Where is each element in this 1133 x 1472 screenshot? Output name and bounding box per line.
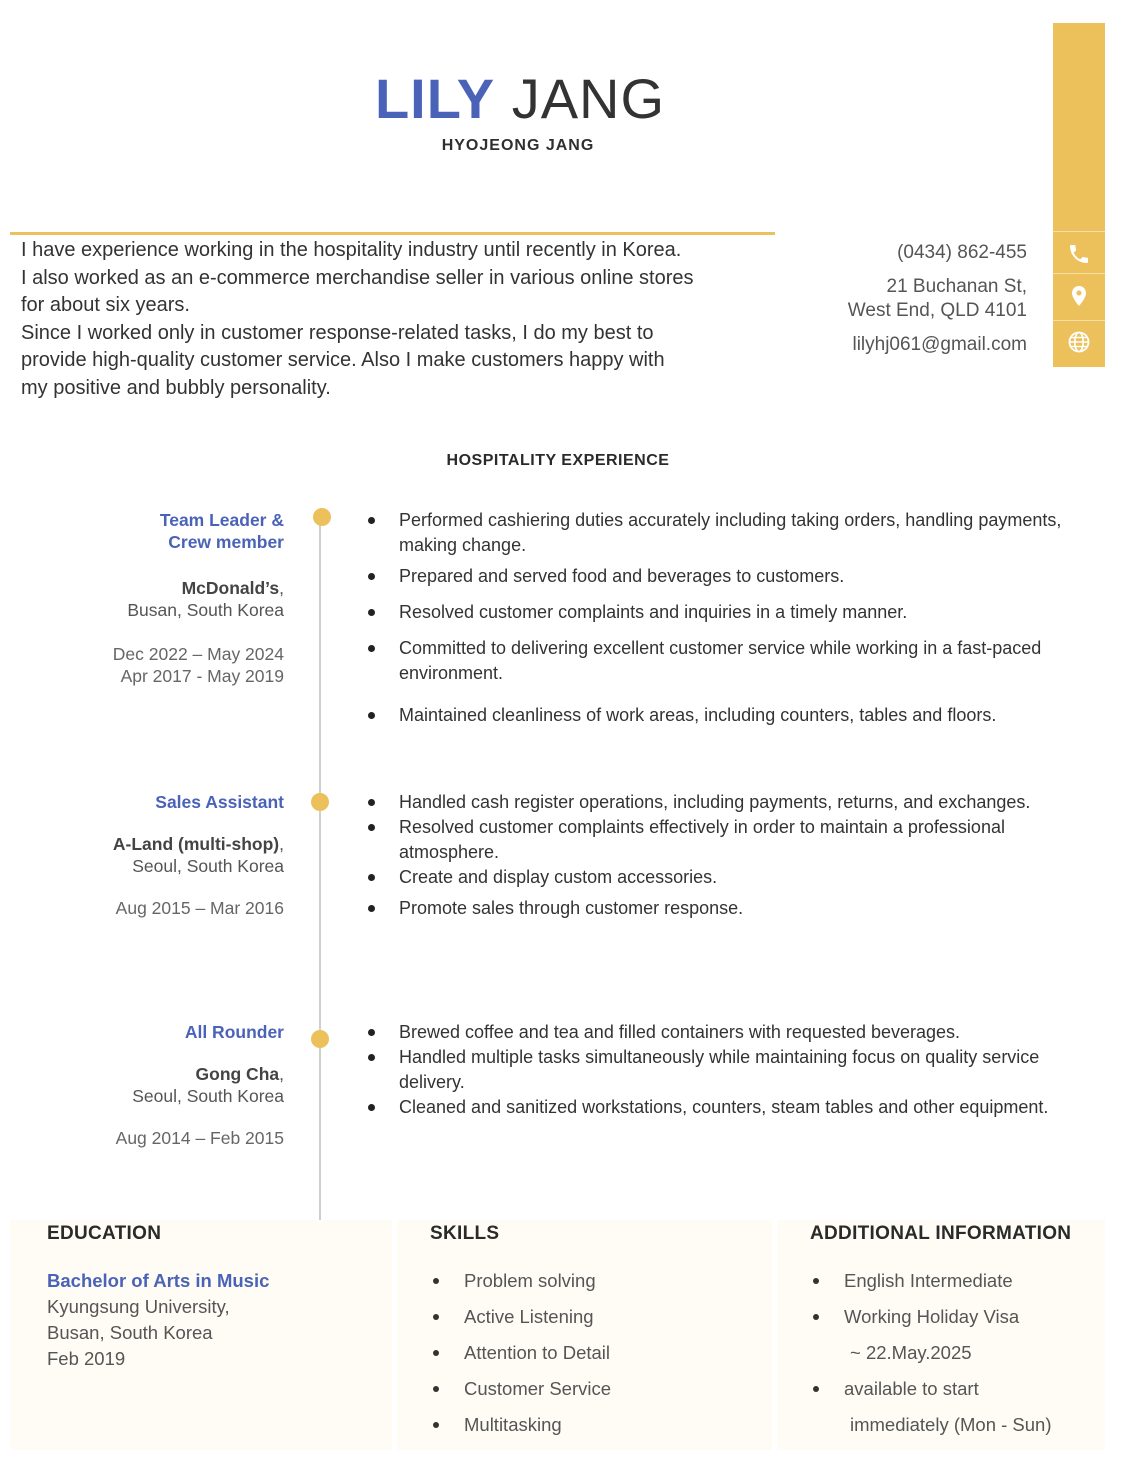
job-company: McDonald’s: [181, 578, 280, 598]
job-role: Team Leader &: [159, 510, 284, 530]
job-company: A-Land (multi-shop): [112, 834, 280, 854]
job-bullets: [366, 508, 1086, 728]
phone-icon: [1067, 242, 1091, 266]
email-link[interactable]: lilyhj061@gmail.com: [852, 334, 1027, 355]
list-item: Handled cash register operations, including payments, returns, and exchanges.: [366, 790, 1086, 815]
list-item: Multitasking: [430, 1413, 760, 1449]
job-bullets: [366, 790, 1086, 921]
list-item: Prepared and served food and beverages to customers.: [366, 564, 1086, 589]
list-item: Performed cashiering duties accurately including taking orders, handling payments, making change.: [366, 508, 1086, 558]
list-item: Create and display custom accessories.: [366, 865, 1086, 890]
profile-summary: [21, 237, 781, 402]
contact-icon-bar: [1053, 23, 1105, 367]
summary-line: my positive and bubbly personality.: [21, 376, 331, 399]
full-name: HYOJEONG JANG: [441, 137, 595, 154]
last-name: JANG: [511, 67, 666, 130]
list-item: Problem solving: [430, 1269, 760, 1305]
job-role: Sales Assistant: [155, 792, 284, 812]
job-details: All Rounder Gong Cha, Seoul, South Korea Aug 2014 – Feb 2015: [0, 1021, 284, 1149]
job-dates: Dec 2022 – May 2024: [112, 644, 284, 664]
timeline-line: [319, 517, 321, 1220]
address-line-2: West End, QLD 4101: [847, 300, 1027, 321]
globe-icon: [1067, 330, 1091, 354]
education-details: [47, 1268, 377, 1372]
list-item: Brewed coffee and tea and filled containers with requested beverages.: [366, 1020, 1086, 1045]
candidate-name: [0, 66, 1040, 132]
list-item: Customer Service: [430, 1377, 760, 1413]
list-item: Committed to delivering excellent customer service while working in a fast-paced environment.: [366, 636, 1086, 686]
timeline-dot: [313, 508, 331, 526]
job-location: Busan, South Korea: [127, 600, 284, 620]
education-degree: Bachelor of Arts in Music: [47, 1270, 270, 1291]
experience-section-title: HOSPITALITY EXPERIENCE: [446, 452, 670, 469]
education-location: Busan, South Korea: [47, 1322, 213, 1343]
summary-line: for about six years.: [21, 294, 190, 316]
list-item: Active Listening: [430, 1305, 760, 1341]
list-item: Maintained cleanliness of work areas, including counters, tables and floors.: [366, 703, 1086, 728]
job-dates: Aug 2014 – Feb 2015: [115, 1128, 284, 1148]
job-bullets: [366, 1020, 1086, 1120]
divider: [1053, 273, 1105, 274]
location-pin-icon: [1067, 284, 1091, 308]
summary-line: I also worked as an e-commerce merchandise seller in various online stores: [21, 266, 694, 289]
list-item: available to start: [810, 1377, 1100, 1413]
list-item: Attention to Detail: [430, 1341, 760, 1377]
education-date: Feb 2019: [47, 1348, 126, 1369]
divider: [1053, 231, 1105, 232]
list-item: Working Holiday Visa: [810, 1305, 1100, 1341]
first-name: LILY: [374, 67, 496, 130]
job-dates: Apr 2017 - May 2019: [120, 666, 284, 686]
skills-list: [430, 1269, 760, 1449]
job-details: Sales Assistant A-Land (multi-shop), Seoul, South Korea Aug 2015 – Mar 2016: [0, 791, 284, 919]
list-item: Cleaned and sanitized workstations, counters, steam tables and other equipment.: [366, 1095, 1086, 1120]
phone-number[interactable]: (0434) 862-455: [897, 242, 1027, 263]
additional-info-title: ADDITIONAL INFORMATION: [810, 1223, 1072, 1244]
job-dates: Aug 2015 – Mar 2016: [115, 898, 284, 918]
address-line-1: 21 Buchanan St,: [886, 276, 1027, 297]
job-details: Team Leader & Crew member McDonald’s, Busan, South Korea Dec 2022 – May 2024 Apr 2017 - May 2019: [0, 509, 284, 687]
list-item: Resolved customer complaints effectively in order to maintain a professional atmosphere.: [366, 815, 1086, 865]
job-role: All Rounder: [184, 1022, 284, 1042]
skills-title: SKILLS: [430, 1223, 500, 1244]
summary-line: I have experience working in the hospitality industry until recently in Korea.: [21, 239, 682, 261]
list-item: English Intermediate: [810, 1269, 1100, 1305]
timeline-dot: [311, 793, 329, 811]
job-company: Gong Cha: [195, 1064, 280, 1084]
divider: [1053, 320, 1105, 321]
list-item: Handled multiple tasks simultaneously while maintaining focus on quality service delivery.: [366, 1045, 1086, 1095]
job-role: Crew member: [168, 532, 284, 552]
list-item: Resolved customer complaints and inquiries in a timely manner.: [366, 600, 1086, 625]
list-item: Promote sales through customer response.: [366, 896, 1086, 921]
education-title: EDUCATION: [47, 1223, 162, 1244]
education-school: Kyungsung University,: [47, 1296, 230, 1317]
list-item: ~ 22.May.2025: [850, 1342, 972, 1363]
timeline-dot: [311, 1030, 329, 1048]
summary-line: provide high-quality customer service. Also I make customers happy with: [21, 349, 665, 371]
job-location: Seoul, South Korea: [132, 856, 284, 876]
list-item: immediately (Mon - Sun): [850, 1414, 1052, 1435]
header-rule: [10, 232, 775, 235]
additional-info-list: [810, 1269, 1100, 1449]
job-location: Seoul, South Korea: [132, 1086, 284, 1106]
summary-line: Since I worked only in customer response-related tasks, I do my best to: [21, 321, 654, 344]
